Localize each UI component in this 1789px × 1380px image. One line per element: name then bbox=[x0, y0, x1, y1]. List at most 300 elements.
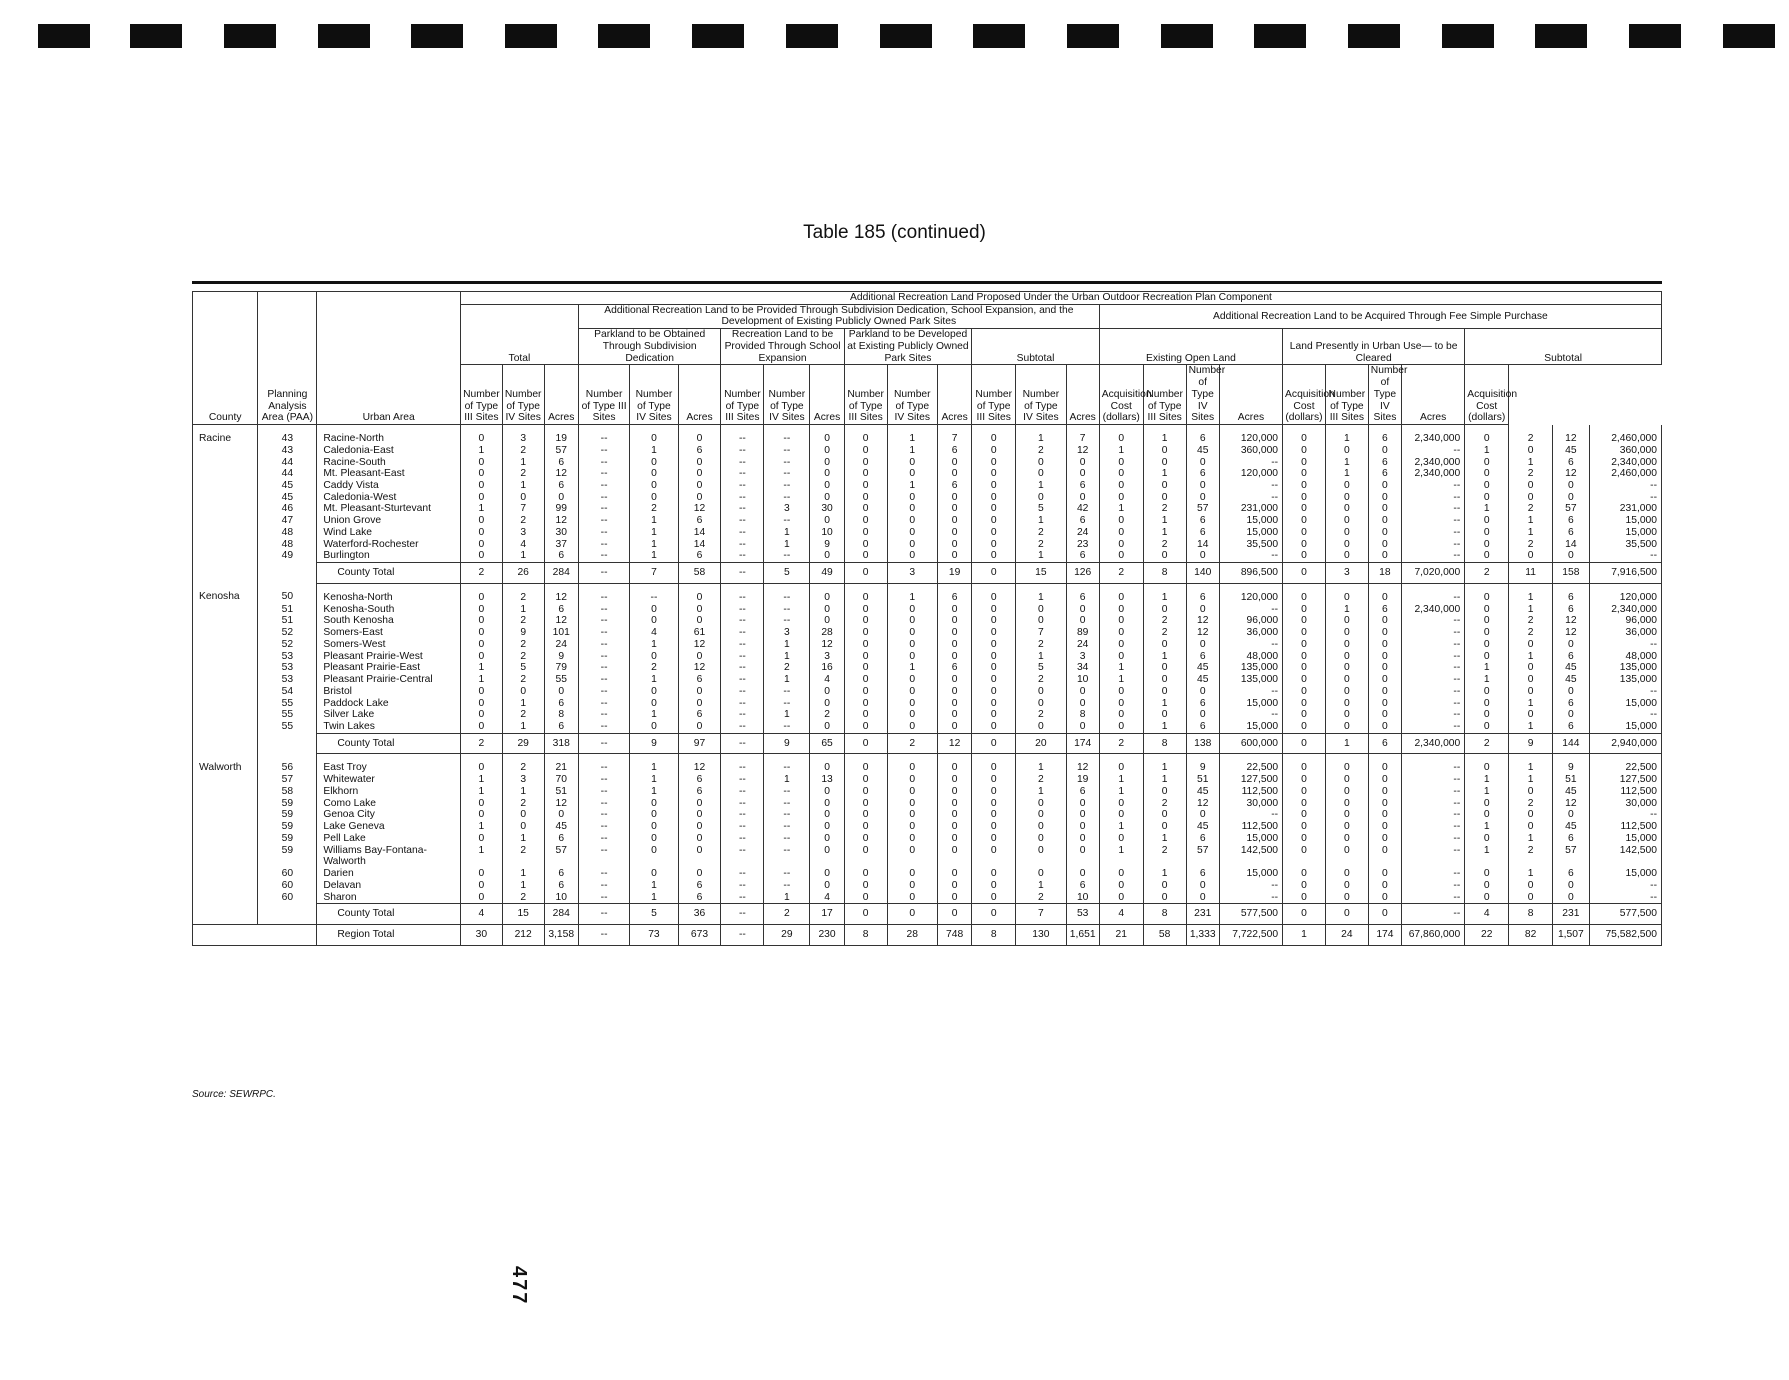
subheader-num-t4: Number of Type IV Sites bbox=[1186, 365, 1219, 425]
value-cell: 6 bbox=[544, 457, 578, 469]
value-cell: 6 bbox=[1186, 527, 1219, 539]
paa-cell: 52 bbox=[258, 627, 317, 639]
value-cell: 0 bbox=[1283, 604, 1326, 616]
value-cell: 1 bbox=[1016, 550, 1066, 562]
value-cell: 1 bbox=[630, 539, 678, 551]
value-cell: 0 bbox=[630, 868, 678, 880]
value-cell: 0 bbox=[1283, 527, 1326, 539]
value-cell: 0 bbox=[887, 774, 937, 786]
value-cell: 0 bbox=[972, 698, 1016, 710]
paa-cell: 51 bbox=[258, 604, 317, 616]
value-cell: 0 bbox=[1099, 833, 1143, 845]
value-cell: 12 bbox=[1553, 798, 1589, 810]
table-row bbox=[193, 662, 1662, 674]
value-cell: 0 bbox=[1368, 492, 1401, 504]
value-cell: 0 bbox=[972, 786, 1016, 798]
value-cell: 112,500 bbox=[1589, 821, 1661, 833]
value-cell: 6 bbox=[1066, 880, 1099, 892]
col-paa: Planning Analysis Area (PAA) bbox=[258, 292, 317, 425]
value-cell: 0 bbox=[1325, 627, 1368, 639]
value-cell: 0 bbox=[844, 821, 887, 833]
value-cell: 2 bbox=[1016, 639, 1066, 651]
value-cell: 1 bbox=[1465, 774, 1509, 786]
value-cell: 0 bbox=[1325, 527, 1368, 539]
value-cell: 1 bbox=[1325, 468, 1368, 480]
value-cell: 1 bbox=[630, 786, 678, 798]
value-cell: 6 bbox=[678, 515, 721, 527]
value-cell: 1 bbox=[1465, 503, 1509, 515]
table-row bbox=[193, 698, 1662, 710]
value-cell: -- bbox=[630, 583, 678, 603]
subheader-acres: Acres bbox=[810, 365, 844, 425]
value-cell: 15,000 bbox=[1219, 698, 1282, 710]
value-cell: 3 bbox=[502, 774, 544, 786]
total-value-cell: 0 bbox=[972, 563, 1016, 584]
total-value-cell: 284 bbox=[544, 904, 578, 925]
value-cell: 1 bbox=[1465, 445, 1509, 457]
source-note: Source: SEWRPC. bbox=[192, 1089, 276, 1100]
value-cell: -- bbox=[764, 833, 810, 845]
urban-area-cell: Racine-North bbox=[317, 425, 461, 445]
total-value-cell: 3 bbox=[887, 563, 937, 584]
value-cell: -- bbox=[1589, 480, 1661, 492]
total-value-cell: 65 bbox=[810, 733, 844, 754]
value-cell: 0 bbox=[972, 515, 1016, 527]
value-cell: 1 bbox=[1465, 821, 1509, 833]
value-cell: 12 bbox=[1553, 468, 1589, 480]
value-cell: 6 bbox=[937, 480, 971, 492]
value-cell: 0 bbox=[1465, 798, 1509, 810]
value-cell: 0 bbox=[1283, 639, 1326, 651]
value-cell: 57 bbox=[1553, 503, 1589, 515]
urban-area-cell: Caledonia-East bbox=[317, 445, 461, 457]
value-cell: 6 bbox=[1066, 583, 1099, 603]
value-cell: 2,340,000 bbox=[1589, 457, 1661, 469]
value-cell: -- bbox=[1402, 809, 1465, 821]
value-cell: 0 bbox=[937, 503, 971, 515]
value-cell: 0 bbox=[1099, 798, 1143, 810]
paa-cell: 50 bbox=[258, 583, 317, 603]
total-value-cell: 0 bbox=[844, 733, 887, 754]
value-cell: -- bbox=[1589, 639, 1661, 651]
value-cell: 0 bbox=[1066, 468, 1099, 480]
value-cell: 0 bbox=[937, 674, 971, 686]
value-cell: 0 bbox=[1099, 892, 1143, 904]
value-cell: 0 bbox=[1016, 809, 1066, 821]
value-cell: 0 bbox=[810, 754, 844, 774]
paa-cell: 45 bbox=[258, 492, 317, 504]
value-cell: 112,500 bbox=[1589, 786, 1661, 798]
value-cell: 1 bbox=[1509, 457, 1553, 469]
value-cell: 1 bbox=[630, 774, 678, 786]
value-cell: 19 bbox=[544, 425, 578, 445]
value-cell: -- bbox=[721, 639, 764, 651]
value-cell: 9 bbox=[810, 539, 844, 551]
value-cell: 0 bbox=[1325, 615, 1368, 627]
punch-hole bbox=[1535, 24, 1587, 48]
value-cell: -- bbox=[578, 539, 629, 551]
total-value-cell: 2,940,000 bbox=[1589, 733, 1661, 754]
value-cell: 0 bbox=[1186, 457, 1219, 469]
value-cell: 1 bbox=[1325, 457, 1368, 469]
total-value-cell: 20 bbox=[1016, 733, 1066, 754]
table-row bbox=[193, 721, 1662, 733]
value-cell: -- bbox=[721, 674, 764, 686]
subheader-acq-cost: Acquisition Cost (dollars) bbox=[1465, 365, 1509, 425]
county-name bbox=[193, 880, 258, 892]
total-value-cell: -- bbox=[578, 904, 629, 925]
value-cell: 0 bbox=[460, 698, 502, 710]
county-name bbox=[193, 492, 258, 504]
total-value-cell: 4 bbox=[1465, 904, 1509, 925]
value-cell: 15,000 bbox=[1589, 868, 1661, 880]
punch-hole bbox=[1723, 24, 1775, 48]
value-cell: 0 bbox=[1509, 492, 1553, 504]
table-row bbox=[193, 527, 1662, 539]
value-cell: 0 bbox=[1099, 604, 1143, 616]
value-cell: 6 bbox=[937, 445, 971, 457]
value-cell: 24 bbox=[1066, 639, 1099, 651]
total-value-cell: 0 bbox=[937, 904, 971, 925]
table-row bbox=[193, 786, 1662, 798]
value-cell: 0 bbox=[1143, 821, 1186, 833]
value-cell: 0 bbox=[972, 583, 1016, 603]
value-cell: 1 bbox=[764, 892, 810, 904]
value-cell: 0 bbox=[887, 892, 937, 904]
value-cell: 0 bbox=[1066, 809, 1099, 821]
value-cell: -- bbox=[721, 786, 764, 798]
value-cell: -- bbox=[721, 809, 764, 821]
value-cell: 0 bbox=[630, 480, 678, 492]
table-row bbox=[193, 833, 1662, 845]
total-value-cell: 144 bbox=[1553, 733, 1589, 754]
value-cell: 0 bbox=[810, 604, 844, 616]
region-total-value: 82 bbox=[1509, 924, 1553, 945]
value-cell: 12 bbox=[678, 639, 721, 651]
value-cell: 5 bbox=[1016, 662, 1066, 674]
value-cell: 1 bbox=[887, 662, 937, 674]
region-total-value: 1,507 bbox=[1553, 924, 1589, 945]
value-cell: 10 bbox=[1066, 892, 1099, 904]
value-cell: 0 bbox=[887, 698, 937, 710]
value-cell: 0 bbox=[460, 639, 502, 651]
value-cell: 0 bbox=[460, 754, 502, 774]
value-cell: 0 bbox=[1465, 527, 1509, 539]
value-cell: 37 bbox=[544, 539, 578, 551]
value-cell: 1 bbox=[1143, 468, 1186, 480]
value-cell: 0 bbox=[1553, 639, 1589, 651]
total-value-cell: -- bbox=[721, 733, 764, 754]
value-cell: 0 bbox=[972, 527, 1016, 539]
value-cell: -- bbox=[721, 503, 764, 515]
value-cell: 15,000 bbox=[1219, 515, 1282, 527]
value-cell: 57 bbox=[1186, 503, 1219, 515]
value-cell: 0 bbox=[887, 515, 937, 527]
value-cell: 16 bbox=[810, 662, 844, 674]
value-cell: 231,000 bbox=[1589, 503, 1661, 515]
value-cell: 1 bbox=[764, 674, 810, 686]
value-cell: 12 bbox=[810, 639, 844, 651]
value-cell: 0 bbox=[937, 492, 971, 504]
urban-area-cell: South Kenosha bbox=[317, 615, 461, 627]
value-cell: -- bbox=[578, 639, 629, 651]
value-cell: 0 bbox=[1368, 480, 1401, 492]
value-cell: 142,500 bbox=[1589, 845, 1661, 868]
value-cell: 1 bbox=[1143, 583, 1186, 603]
value-cell: 0 bbox=[1016, 845, 1066, 868]
value-cell: -- bbox=[1402, 480, 1465, 492]
value-cell: 0 bbox=[1016, 868, 1066, 880]
value-cell: 0 bbox=[1016, 457, 1066, 469]
value-cell: -- bbox=[578, 833, 629, 845]
value-cell: 0 bbox=[844, 833, 887, 845]
value-cell: 360,000 bbox=[1589, 445, 1661, 457]
value-cell: -- bbox=[1402, 674, 1465, 686]
value-cell: 1 bbox=[1509, 774, 1553, 786]
value-cell: 24 bbox=[544, 639, 578, 651]
value-cell: -- bbox=[721, 615, 764, 627]
paa-cell: 48 bbox=[258, 527, 317, 539]
value-cell: -- bbox=[721, 821, 764, 833]
value-cell: 42 bbox=[1066, 503, 1099, 515]
county-name bbox=[193, 868, 258, 880]
value-cell: 45 bbox=[1553, 674, 1589, 686]
urban-area-cell: Pleasant Prairie-East bbox=[317, 662, 461, 674]
value-cell: 0 bbox=[810, 515, 844, 527]
value-cell: 1 bbox=[1143, 515, 1186, 527]
table-row bbox=[193, 880, 1662, 892]
value-cell: 0 bbox=[937, 754, 971, 774]
value-cell: 0 bbox=[810, 821, 844, 833]
value-cell: -- bbox=[1402, 615, 1465, 627]
value-cell: 1 bbox=[1016, 754, 1066, 774]
total-value-cell: 284 bbox=[544, 563, 578, 584]
value-cell: 0 bbox=[1465, 868, 1509, 880]
value-cell: 0 bbox=[678, 833, 721, 845]
table-row bbox=[193, 492, 1662, 504]
value-cell: 0 bbox=[1509, 821, 1553, 833]
region-total-value: 24 bbox=[1325, 924, 1368, 945]
total-value-cell: 5 bbox=[764, 563, 810, 584]
county-group bbox=[193, 583, 1662, 754]
value-cell: -- bbox=[1402, 515, 1465, 527]
value-cell: 6 bbox=[1066, 480, 1099, 492]
value-cell: 0 bbox=[1553, 686, 1589, 698]
value-cell: -- bbox=[578, 468, 629, 480]
value-cell: 0 bbox=[460, 515, 502, 527]
urban-area-cell: Silver Lake bbox=[317, 709, 461, 721]
value-cell: 0 bbox=[844, 468, 887, 480]
value-cell: 0 bbox=[630, 721, 678, 733]
value-cell: 0 bbox=[844, 754, 887, 774]
value-cell: 12 bbox=[1186, 798, 1219, 810]
value-cell: 0 bbox=[1368, 662, 1401, 674]
region-total-value: 673 bbox=[678, 924, 721, 945]
value-cell: 6 bbox=[1186, 425, 1219, 445]
total-value-cell: 26 bbox=[502, 563, 544, 584]
value-cell: 6 bbox=[1553, 604, 1589, 616]
value-cell: 0 bbox=[937, 686, 971, 698]
value-cell: -- bbox=[721, 686, 764, 698]
value-cell: 1 bbox=[1143, 698, 1186, 710]
value-cell: -- bbox=[1219, 809, 1282, 821]
value-cell: 0 bbox=[630, 821, 678, 833]
value-cell: 0 bbox=[1325, 515, 1368, 527]
total-value-cell: 0 bbox=[1283, 904, 1326, 925]
value-cell: 0 bbox=[844, 550, 887, 562]
value-cell: 0 bbox=[502, 809, 544, 821]
value-cell: 0 bbox=[887, 845, 937, 868]
value-cell: -- bbox=[578, 674, 629, 686]
value-cell: 0 bbox=[678, 698, 721, 710]
value-cell: 6 bbox=[1186, 868, 1219, 880]
value-cell: 0 bbox=[844, 627, 887, 639]
value-cell: 0 bbox=[1368, 445, 1401, 457]
county-name bbox=[193, 709, 258, 721]
region-total-value: -- bbox=[578, 924, 629, 945]
value-cell: 0 bbox=[1099, 721, 1143, 733]
value-cell: 0 bbox=[1325, 503, 1368, 515]
value-cell: 0 bbox=[1283, 583, 1326, 603]
value-cell: 2,460,000 bbox=[1589, 425, 1661, 445]
value-cell: -- bbox=[1402, 821, 1465, 833]
value-cell: -- bbox=[764, 798, 810, 810]
value-cell: 1 bbox=[1465, 662, 1509, 674]
value-cell: 0 bbox=[1283, 468, 1326, 480]
total-value-cell: 231 bbox=[1186, 904, 1219, 925]
value-cell: -- bbox=[578, 698, 629, 710]
value-cell: 45 bbox=[544, 821, 578, 833]
value-cell: -- bbox=[578, 709, 629, 721]
value-cell: -- bbox=[578, 550, 629, 562]
table-row bbox=[193, 539, 1662, 551]
value-cell: 0 bbox=[1099, 480, 1143, 492]
total-value-cell: 2,340,000 bbox=[1402, 733, 1465, 754]
header-group-a: Additional Recreation Land to be Provided Through Subdivision Dedication, School Expansion, and the Development of Existing Publicly Owned Park Sites bbox=[578, 304, 1099, 328]
value-cell: 0 bbox=[1368, 674, 1401, 686]
value-cell: -- bbox=[1402, 798, 1465, 810]
value-cell: -- bbox=[721, 880, 764, 892]
value-cell: 0 bbox=[1509, 550, 1553, 562]
value-cell: 0 bbox=[844, 721, 887, 733]
value-cell: 6 bbox=[1186, 468, 1219, 480]
value-cell: 0 bbox=[810, 880, 844, 892]
value-cell: 0 bbox=[810, 583, 844, 603]
value-cell: 45 bbox=[1186, 662, 1219, 674]
header-existing-park: Parkland to be Developed at Existing Publicly Owned Park Sites bbox=[844, 329, 972, 365]
punch-hole bbox=[692, 24, 744, 48]
value-cell: 0 bbox=[460, 880, 502, 892]
value-cell: 0 bbox=[1099, 550, 1143, 562]
value-cell: 0 bbox=[972, 845, 1016, 868]
value-cell: -- bbox=[1402, 721, 1465, 733]
value-cell: 12 bbox=[678, 503, 721, 515]
punch-hole bbox=[1629, 24, 1681, 48]
value-cell: 6 bbox=[1553, 868, 1589, 880]
subheader-num-t3: Number of Type III Sites bbox=[972, 365, 1016, 425]
value-cell: 2 bbox=[1143, 503, 1186, 515]
value-cell: -- bbox=[721, 480, 764, 492]
region-total-value: 1 bbox=[1283, 924, 1326, 945]
value-cell: 1 bbox=[1143, 868, 1186, 880]
value-cell: 0 bbox=[844, 583, 887, 603]
value-cell: -- bbox=[764, 821, 810, 833]
paa-cell: 49 bbox=[258, 550, 317, 562]
value-cell: 1 bbox=[502, 480, 544, 492]
total-value-cell: 0 bbox=[1283, 563, 1326, 584]
value-cell: 2 bbox=[502, 445, 544, 457]
value-cell: 2 bbox=[1143, 627, 1186, 639]
value-cell: 1 bbox=[1099, 786, 1143, 798]
recreation-land-table bbox=[192, 291, 1662, 946]
value-cell: 6 bbox=[937, 662, 971, 674]
value-cell: -- bbox=[578, 615, 629, 627]
value-cell: 0 bbox=[1066, 457, 1099, 469]
value-cell: 0 bbox=[887, 492, 937, 504]
value-cell: 0 bbox=[1283, 425, 1326, 445]
value-cell: 0 bbox=[1465, 721, 1509, 733]
value-cell: 0 bbox=[1016, 833, 1066, 845]
value-cell: 0 bbox=[972, 880, 1016, 892]
value-cell: 0 bbox=[1066, 492, 1099, 504]
value-cell: -- bbox=[578, 721, 629, 733]
urban-area-cell: Twin Lakes bbox=[317, 721, 461, 733]
value-cell: 1 bbox=[1099, 821, 1143, 833]
value-cell: 0 bbox=[502, 492, 544, 504]
value-cell: 0 bbox=[678, 686, 721, 698]
value-cell: 0 bbox=[937, 604, 971, 616]
value-cell: 0 bbox=[810, 698, 844, 710]
value-cell: 2 bbox=[630, 503, 678, 515]
value-cell: 0 bbox=[844, 604, 887, 616]
value-cell: 5 bbox=[502, 662, 544, 674]
value-cell: 0 bbox=[460, 492, 502, 504]
value-cell: 0 bbox=[972, 604, 1016, 616]
value-cell: 0 bbox=[810, 833, 844, 845]
value-cell: 7 bbox=[1066, 425, 1099, 445]
region-total-value: 29 bbox=[764, 924, 810, 945]
paa-cell: 52 bbox=[258, 639, 317, 651]
value-cell: 0 bbox=[810, 492, 844, 504]
value-cell: 0 bbox=[1283, 709, 1326, 721]
urban-area-cell: Caledonia-West bbox=[317, 492, 461, 504]
value-cell: 0 bbox=[460, 604, 502, 616]
value-cell: 0 bbox=[1553, 880, 1589, 892]
value-cell: 0 bbox=[678, 457, 721, 469]
total-value-cell: 29 bbox=[502, 733, 544, 754]
county-name bbox=[193, 550, 258, 562]
value-cell: 0 bbox=[1325, 821, 1368, 833]
value-cell: 0 bbox=[1099, 492, 1143, 504]
total-value-cell: 6 bbox=[1368, 733, 1401, 754]
value-cell: 0 bbox=[810, 809, 844, 821]
value-cell: 0 bbox=[887, 503, 937, 515]
value-cell: 1 bbox=[1325, 604, 1368, 616]
value-cell: 0 bbox=[1143, 445, 1186, 457]
value-cell: 0 bbox=[630, 615, 678, 627]
value-cell: 0 bbox=[1066, 686, 1099, 698]
value-cell: -- bbox=[578, 798, 629, 810]
value-cell: 6 bbox=[1368, 457, 1401, 469]
value-cell: 0 bbox=[937, 639, 971, 651]
value-cell: -- bbox=[578, 503, 629, 515]
value-cell: 0 bbox=[810, 550, 844, 562]
value-cell: 0 bbox=[972, 457, 1016, 469]
value-cell: 0 bbox=[460, 798, 502, 810]
county-name bbox=[193, 503, 258, 515]
value-cell: -- bbox=[1402, 639, 1465, 651]
value-cell: 1 bbox=[1509, 651, 1553, 663]
